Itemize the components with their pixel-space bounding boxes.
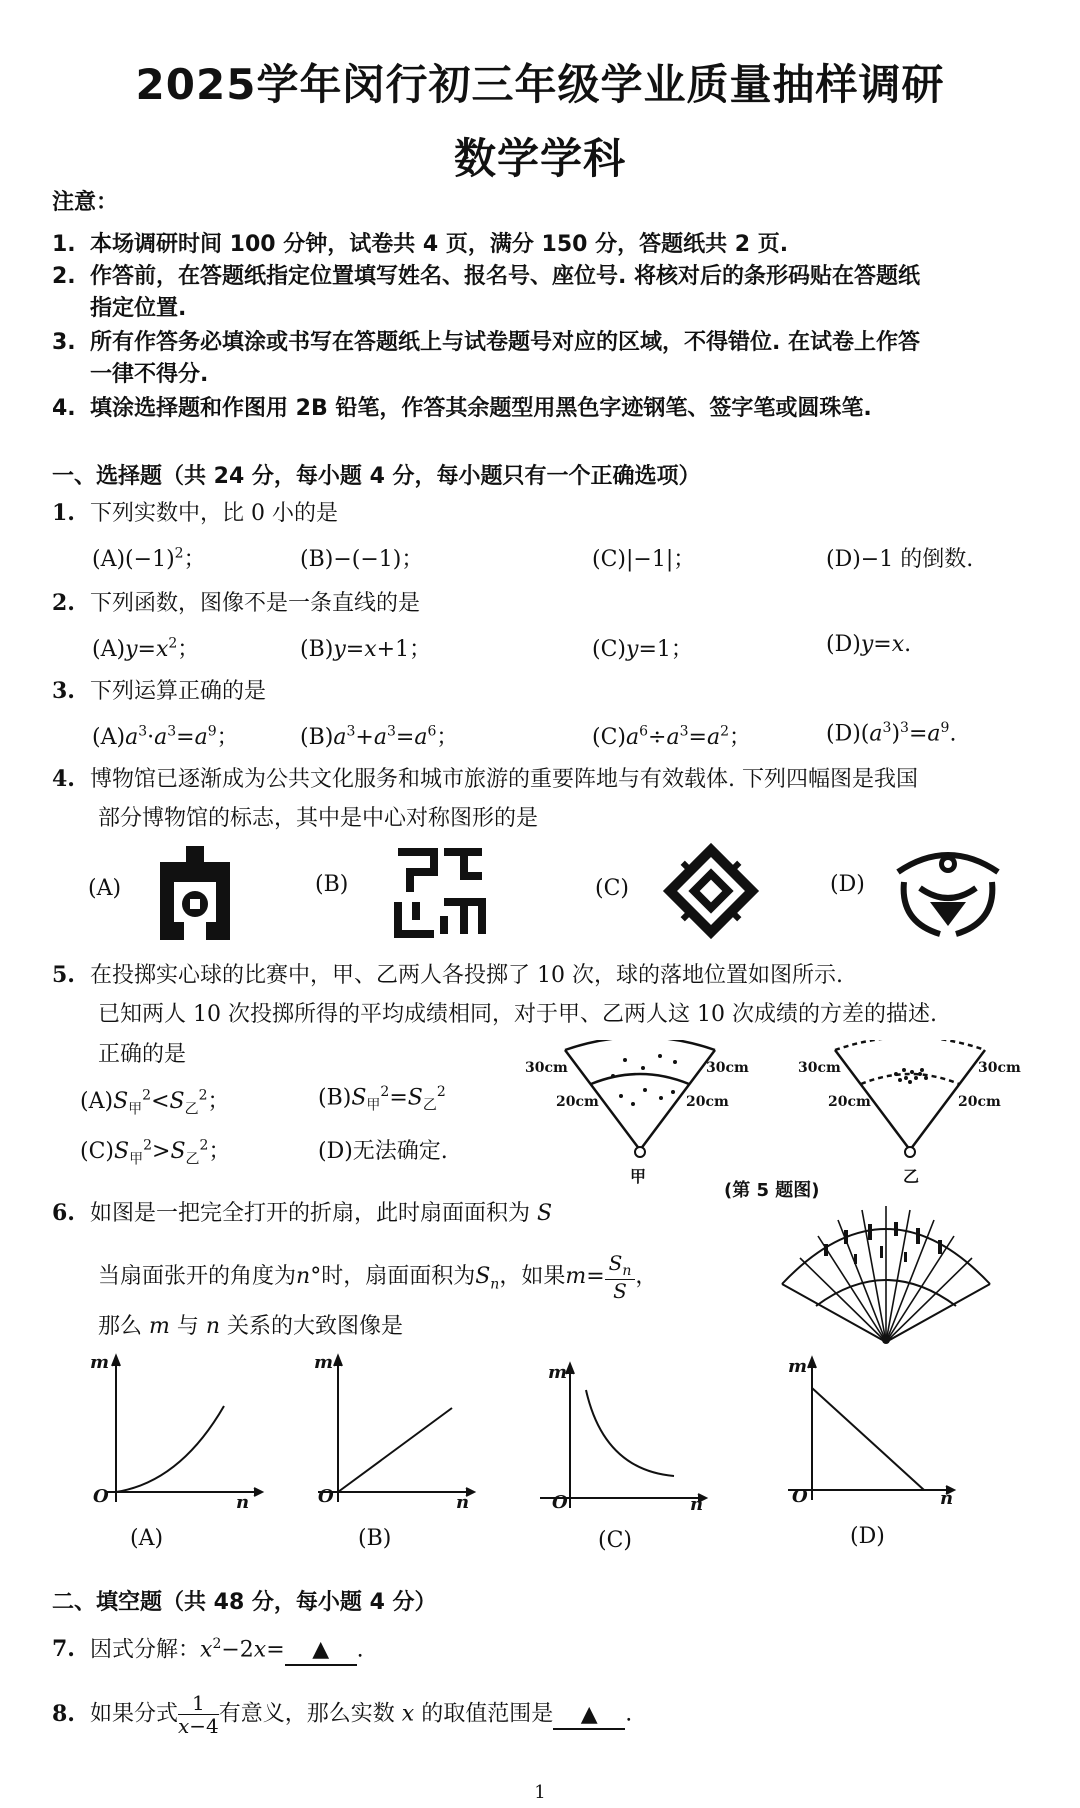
- yi-label-20-left: 20cm: [828, 1094, 871, 1110]
- section-1-heading: 一、选择题（共 24 分，每小题 4 分，每小题只有一个正确选项）: [52, 464, 701, 489]
- section-2-heading: 二、填空题（共 48 分，每小题 4 分）: [52, 1590, 437, 1615]
- q3-option-b: $(B)a^3+a^3=a^6$；: [300, 723, 459, 750]
- graph-a-m: m: [90, 1352, 110, 1373]
- q2-option-a: $(A)y=x^2$；: [92, 635, 200, 662]
- q1-option-d: (D)−1 的倒数.: [826, 547, 974, 572]
- notice-item-3: 3. 所有作答务必填涂或书写在答题纸上与试卷题号对应的区域，不得错位. 在试卷上作答: [52, 330, 921, 355]
- q4-option-b-label: (B): [315, 872, 349, 897]
- q2-option-b: (B)y=x+1；: [300, 637, 432, 662]
- yi-caption: 乙: [903, 1167, 920, 1186]
- graph-d-o: O: [792, 1486, 808, 1507]
- graph-c-label: (C): [598, 1528, 632, 1553]
- graph-b-o: O: [318, 1486, 334, 1507]
- q2-option-c: (C)y=1；: [592, 637, 693, 662]
- notice-item-3-cont: 一律不得分.: [90, 362, 209, 387]
- graph-a-n: n: [236, 1492, 250, 1513]
- question-1: 1. 下列实数中，比 0 小的是: [52, 500, 338, 526]
- notice-item-2: 2. 作答前，在答题纸指定位置填写姓名、报名号、座位号. 将核对后的条形码贴在答题纸: [52, 264, 921, 289]
- question-5-cont: 已知两人 10 次投掷所得的平均成绩相同，对于甲、乙两人这 10 次成绩的方差的描述.: [98, 1002, 937, 1027]
- q2-option-d: (D)y=x.: [826, 632, 912, 657]
- q4-option-d-label: (D): [830, 872, 865, 897]
- notice-heading: 注意：: [52, 190, 119, 215]
- q3-option-c: $(C)a^6\div a^3=a^2$；: [592, 723, 752, 750]
- museum-logo-a: [150, 842, 240, 942]
- question-4: 4. 博物馆已逐渐成为公共文化服务和城市旅游的重要阵地与有效载体. 下列四幅图是我国: [52, 766, 918, 792]
- question-2: 2. 下列函数，图像不是一条直线的是: [52, 590, 421, 616]
- yi-label-30-right: 30cm: [978, 1060, 1021, 1076]
- q5-figure-caption: (第 5 题图): [724, 1180, 820, 1201]
- question-6: 6. 如图是一把完全打开的折扇，此时扇面面积为 S: [52, 1200, 553, 1226]
- graph-d-label: (D): [850, 1524, 885, 1549]
- folding-fan-figure: [776, 1194, 996, 1344]
- graph-b-n: n: [456, 1492, 470, 1513]
- q3-option-d: $(D)(a^3)^3=a^9$.: [826, 720, 957, 747]
- notice-item-1: 1. 本场调研时间 100 分钟，试卷共 4 页，满分 150 分，答题纸共 2 页.: [52, 232, 789, 257]
- museum-logo-b: [394, 846, 486, 938]
- page-number: 1: [534, 1782, 546, 1803]
- q1-option-b: (B)−(−1)；: [300, 547, 424, 572]
- q3-option-a: $(A)a^3\cdot a^3=a^9$；: [92, 723, 239, 750]
- jia-label-30-left: 30cm: [525, 1060, 568, 1076]
- q1-option-c: (C)|−1|；: [592, 547, 696, 572]
- graph-a-o: O: [93, 1486, 109, 1507]
- graph-c-o: O: [552, 1492, 568, 1513]
- graph-b-label: (B): [358, 1526, 392, 1551]
- jia-label-30-right: 30cm: [706, 1060, 749, 1076]
- q5-option-c: $(C)S_甲^2>S_乙^2$；: [80, 1137, 231, 1168]
- graph-c-n: n: [690, 1494, 704, 1515]
- question-8: 8. 如果分式 $\frac{1}{x-4}$ 有意义，那么实数 x 的取值范围是 ▲ .: [52, 1691, 633, 1738]
- yi-label-20-right: 20cm: [958, 1094, 1001, 1110]
- question-6-cont: 当扇面张开的角度为n°时，扇面面积为$S_n$，如果m= $\frac{S_n}{S}$ ，: [98, 1251, 658, 1304]
- question-7: 7. 因式分解：$x^2-2x=$ ▲ .: [52, 1636, 364, 1666]
- q1-option-a: $(A)(-1)^2$；: [92, 545, 206, 572]
- graph-c-m: m: [548, 1362, 568, 1383]
- q5-option-a: $(A)S_甲^2<S_乙^2$；: [80, 1087, 230, 1118]
- jia-label-20-left: 20cm: [556, 1094, 599, 1110]
- graph-d-m: m: [788, 1356, 808, 1377]
- notice-item-2-cont: 指定位置.: [90, 296, 187, 321]
- q4-option-a-label: (A): [88, 876, 122, 901]
- museum-logo-d: [890, 842, 1006, 942]
- museum-logo-c: [660, 840, 762, 942]
- jia-caption: 甲: [630, 1167, 647, 1186]
- jia-label-20-right: 20cm: [686, 1094, 729, 1110]
- question-6-cont2: 那么 m 与 n 关系的大致图像是: [98, 1314, 404, 1339]
- q5-option-d: (D)无法确定.: [318, 1139, 448, 1164]
- graph-a-label: (A): [130, 1526, 164, 1551]
- notice-item-4: 4. 填涂选择题和作图用 2B 铅笔，作答其余题型用黑色字迹钢笔、签字笔或圆珠笔.: [52, 396, 872, 421]
- graph-b-m: m: [314, 1352, 334, 1373]
- exam-title: 2025学年闵行初三年级学业质量抽样调研: [135, 60, 945, 109]
- yi-label-30-left: 30cm: [798, 1060, 841, 1076]
- question-4-cont: 部分博物馆的标志，其中是中心对称图形的是: [98, 806, 539, 831]
- question-3: 3. 下列运算正确的是: [52, 678, 267, 704]
- q4-option-c-label: (C): [595, 876, 629, 901]
- graph-d-n: n: [940, 1488, 954, 1509]
- question-5: 5. 在投掷实心球的比赛中，甲、乙两人各投掷了 10 次，球的落地位置如图所示.: [52, 962, 843, 988]
- exam-subject: 数学学科: [453, 134, 626, 183]
- q5-option-b: $(B)S_甲^2=S_乙^2$: [318, 1084, 446, 1114]
- question-5-cont2: 正确的是: [98, 1042, 187, 1067]
